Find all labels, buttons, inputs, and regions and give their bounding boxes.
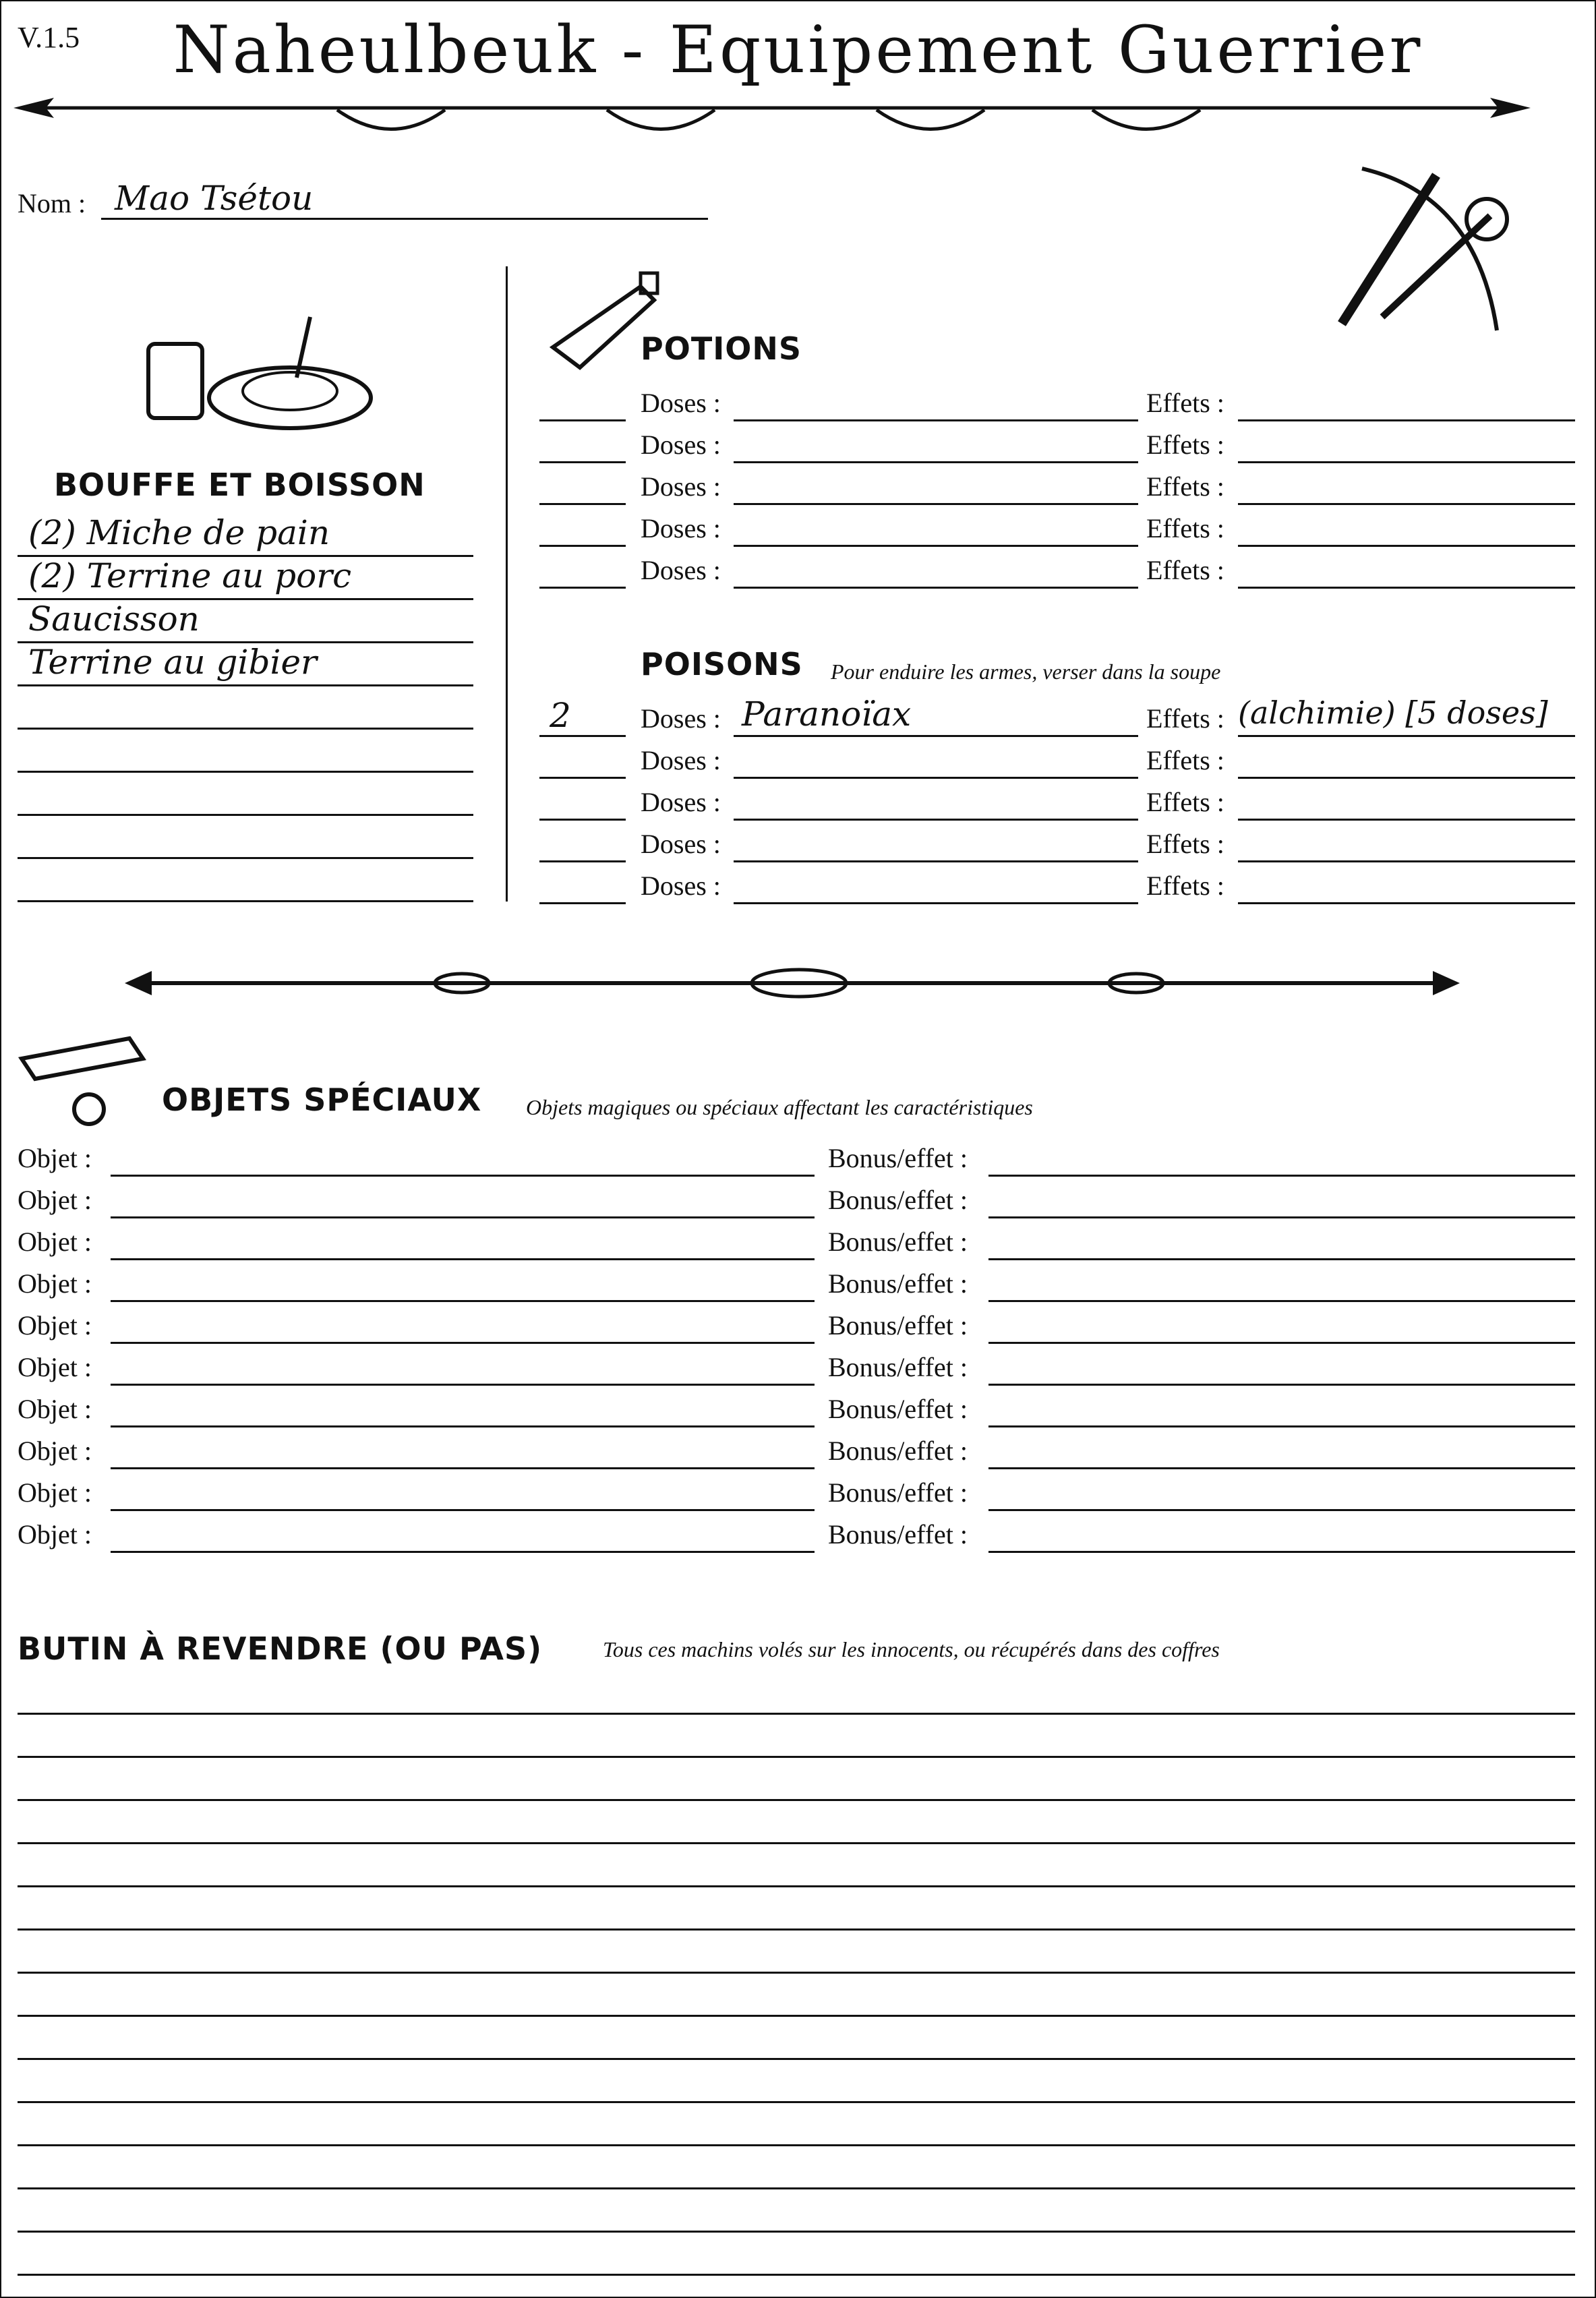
quantity-line xyxy=(539,860,626,862)
food-item[interactable]: (2) Miche de pain xyxy=(28,513,330,552)
quantity-line xyxy=(539,545,626,547)
effect-line xyxy=(1238,735,1575,737)
bonus-line xyxy=(988,1384,1575,1386)
effect-value[interactable]: (alchimie) [5 doses] xyxy=(1238,695,1548,731)
loot-line[interactable] xyxy=(18,2058,1575,2060)
dose-label: Doses : xyxy=(641,829,721,859)
object-label: Objet : xyxy=(18,1185,92,1215)
object-label: Objet : xyxy=(18,1310,92,1340)
spear-divider-icon xyxy=(13,84,1531,152)
bonus-line xyxy=(988,1258,1575,1260)
food-heading: BOUFFE ET BOISSON xyxy=(54,467,425,503)
quantity-line xyxy=(539,419,626,421)
effect-line xyxy=(1238,819,1575,821)
name-label: Nom : xyxy=(18,188,86,218)
quantity-line xyxy=(539,735,626,737)
name-underline xyxy=(101,218,708,220)
quantity-line xyxy=(539,902,626,904)
object-label: Objet : xyxy=(18,1436,92,1466)
food-item[interactable]: Terrine au gibier xyxy=(28,643,317,682)
bonus-line xyxy=(988,1342,1575,1344)
bonus-label: Bonus/effet : xyxy=(828,1143,968,1173)
bonus-label: Bonus/effet : xyxy=(828,1477,968,1508)
food-line xyxy=(18,684,473,686)
bonus-label: Bonus/effet : xyxy=(828,1185,968,1215)
dose-line xyxy=(734,503,1138,505)
loot-line[interactable] xyxy=(18,2187,1575,2189)
loot-line[interactable] xyxy=(18,1799,1575,1801)
object-line xyxy=(111,1216,815,1218)
effect-line xyxy=(1238,545,1575,547)
loot-heading: BUTIN À REVENDRE (OU PAS) xyxy=(18,1630,543,1667)
loot-line[interactable] xyxy=(18,2231,1575,2233)
effect-label: Effets : xyxy=(1146,703,1224,734)
quantity-line xyxy=(539,461,626,463)
object-line xyxy=(111,1509,815,1511)
dose-label: Doses : xyxy=(641,430,721,460)
effect-line xyxy=(1238,419,1575,421)
bonus-line xyxy=(988,1425,1575,1427)
food-item[interactable]: (2) Terrine au porc xyxy=(28,556,352,595)
loot-line[interactable] xyxy=(18,1972,1575,1974)
loot-line[interactable] xyxy=(18,2101,1575,2103)
dose-line xyxy=(734,777,1138,779)
effect-line xyxy=(1238,777,1575,779)
poisons-heading: POISONS xyxy=(641,646,803,682)
bonus-line xyxy=(988,1300,1575,1302)
quantity-value[interactable]: 2 xyxy=(550,696,571,735)
object-label: Objet : xyxy=(18,1394,92,1424)
dose-label: Doses : xyxy=(641,555,721,585)
effect-line xyxy=(1238,860,1575,862)
object-line xyxy=(111,1425,815,1427)
page-title: Naheulbeuk - Equipement Guerrier xyxy=(173,12,1423,88)
dose-line xyxy=(734,545,1138,547)
dose-line xyxy=(734,735,1138,737)
bonus-label: Bonus/effet : xyxy=(828,1436,968,1466)
object-label: Objet : xyxy=(18,1477,92,1508)
name-value[interactable]: Mao Tsétou xyxy=(115,179,314,218)
effect-label: Effets : xyxy=(1146,430,1224,460)
object-line xyxy=(111,1175,815,1177)
effect-line xyxy=(1238,503,1575,505)
bonus-line xyxy=(988,1467,1575,1469)
object-label: Objet : xyxy=(18,1227,92,1257)
bonus-label: Bonus/effet : xyxy=(828,1394,968,1424)
quantity-line xyxy=(539,587,626,589)
food-line xyxy=(18,857,473,859)
effect-label: Effets : xyxy=(1146,829,1224,859)
loot-line[interactable] xyxy=(18,1885,1575,1887)
effect-label: Effets : xyxy=(1146,745,1224,775)
effect-label: Effets : xyxy=(1146,555,1224,585)
bonus-line xyxy=(988,1551,1575,1553)
special-objects-subtitle: Objets magiques ou spéciaux affectant les caractéristiques xyxy=(526,1095,1033,1119)
quantity-line xyxy=(539,819,626,821)
effect-line xyxy=(1238,902,1575,904)
staff-divider-icon xyxy=(125,958,1460,1011)
dose-label: Doses : xyxy=(641,703,721,734)
food-line xyxy=(18,771,473,773)
dose-label: Doses : xyxy=(641,513,721,543)
bonus-label: Bonus/effet : xyxy=(828,1268,968,1299)
dose-line xyxy=(734,819,1138,821)
food-line xyxy=(18,900,473,902)
poisons-subtitle: Pour enduire les armes, verser dans la soupe xyxy=(831,659,1221,684)
bonus-label: Bonus/effet : xyxy=(828,1352,968,1382)
scroll-ring-icon xyxy=(15,1032,150,1133)
dose-label: Doses : xyxy=(641,745,721,775)
object-label: Objet : xyxy=(18,1352,92,1382)
loot-line[interactable] xyxy=(18,1928,1575,1931)
effect-label: Effets : xyxy=(1146,787,1224,817)
dose-line xyxy=(734,902,1138,904)
object-line xyxy=(111,1551,815,1553)
column-separator xyxy=(506,266,508,902)
dose-label: Doses : xyxy=(641,871,721,901)
dose-label: Doses : xyxy=(641,471,721,502)
version-label: V.1.5 xyxy=(18,21,80,54)
object-line xyxy=(111,1384,815,1386)
bonus-line xyxy=(988,1509,1575,1511)
object-line xyxy=(111,1258,815,1260)
potions-heading: POTIONS xyxy=(641,330,802,367)
object-line xyxy=(111,1342,815,1344)
effect-label: Effets : xyxy=(1146,871,1224,901)
loot-line[interactable] xyxy=(18,1713,1575,1715)
dose-line xyxy=(734,587,1138,589)
food-line xyxy=(18,814,473,816)
object-label: Objet : xyxy=(18,1519,92,1550)
effect-label: Effets : xyxy=(1146,513,1224,543)
bonus-line xyxy=(988,1216,1575,1218)
bonus-label: Bonus/effet : xyxy=(828,1310,968,1340)
effect-line xyxy=(1238,587,1575,589)
effect-label: Effets : xyxy=(1146,388,1224,418)
loot-subtitle: Tous ces machins volés sur les innocents, ou récupérés dans des coffres xyxy=(603,1637,1220,1661)
dose-line xyxy=(734,461,1138,463)
object-line xyxy=(111,1467,815,1469)
object-label: Objet : xyxy=(18,1143,92,1173)
bonus-label: Bonus/effet : xyxy=(828,1227,968,1257)
effect-label: Effets : xyxy=(1146,471,1224,502)
effect-line xyxy=(1238,461,1575,463)
object-line xyxy=(111,1300,815,1302)
loot-line[interactable] xyxy=(18,2144,1575,2146)
quantity-line xyxy=(539,503,626,505)
bonus-label: Bonus/effet : xyxy=(828,1519,968,1550)
loot-line[interactable] xyxy=(18,2015,1575,2017)
object-label: Objet : xyxy=(18,1268,92,1299)
dose-line xyxy=(734,419,1138,421)
bonus-line xyxy=(988,1175,1575,1177)
loot-line[interactable] xyxy=(18,2274,1575,2276)
food-plate-icon xyxy=(135,303,378,438)
quantity-line xyxy=(539,777,626,779)
dose-label: Doses : xyxy=(641,787,721,817)
loot-line[interactable] xyxy=(18,1756,1575,1758)
loot-line[interactable] xyxy=(18,1842,1575,1844)
dose-value[interactable]: Paranoïax xyxy=(742,695,912,734)
food-line xyxy=(18,728,473,730)
crossed-weapons-icon xyxy=(1322,155,1524,337)
dose-label: Doses : xyxy=(641,388,721,418)
dose-line xyxy=(734,860,1138,862)
food-item[interactable]: Saucisson xyxy=(28,599,200,639)
special-objects-heading: OBJETS SPÉCIAUX xyxy=(162,1082,482,1118)
